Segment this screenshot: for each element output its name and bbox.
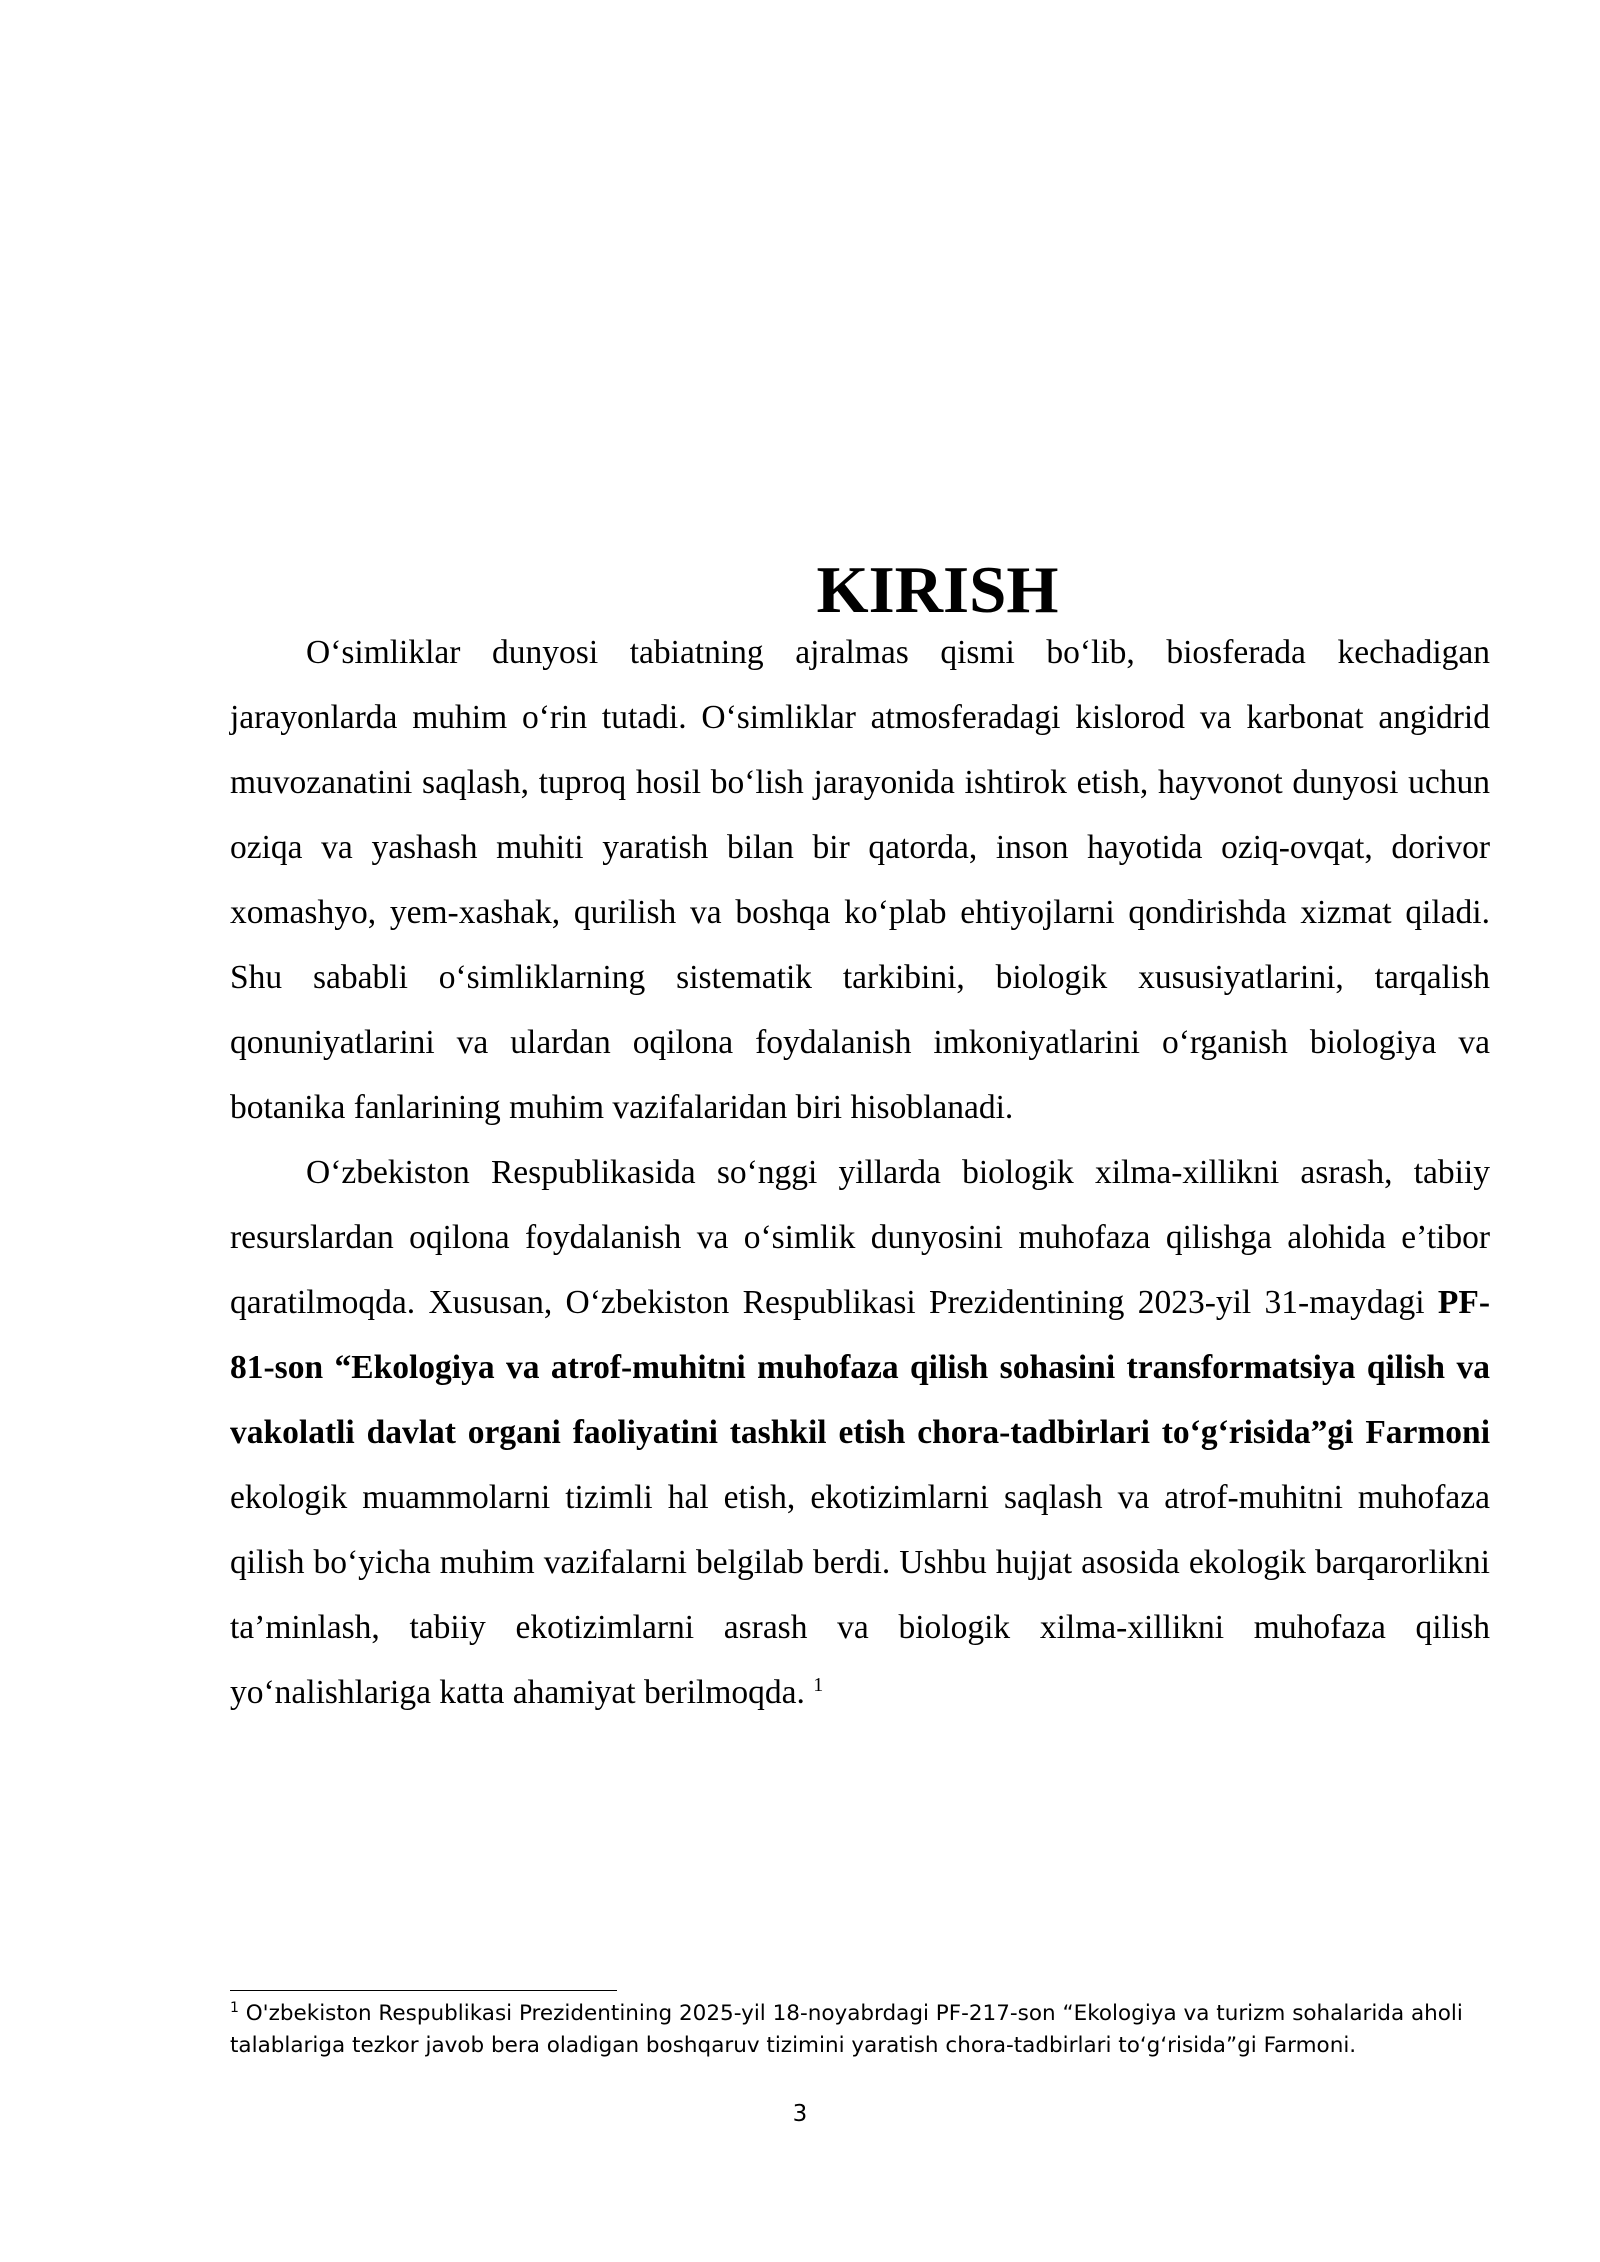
- footnote: [230, 1998, 1492, 2062]
- page-number: 3: [792, 2101, 808, 2127]
- main-content: [230, 553, 1490, 1725]
- footnote-separator: [230, 1990, 617, 1991]
- footnote-text: O'zbekiston Respublikasi Prezidentining 2025-yil 18-noyabrdagi PF-217-son “Ekologiya va turizm sohalarida aholi talablariga tezkor javob bera oladigan boshqaruv tizimini yaratish chora-tadbirlari to‘g‘risida”gi Farmoni.: [230, 2001, 1463, 2058]
- footnote-reference[interactable]: 1: [813, 1673, 824, 1696]
- paragraph-intro-text: O‘simliklar dunyosi tabiatning ajralmas qismi bo‘lib, biosferada kechadigan jarayonlarda muhim o‘rin tutadi. O‘simliklar atmosferadagi kislorod va karbonat angidrid muvozanatini saqlash, tuproq hosil bo‘lish jarayonida ishtirok etish, hayvonot dunyosi uchun oziqa va yashash muhiti yaratish bilan bir qatorda, inson hayotida oziq-ovqat, dorivor xomashyo, yem-xashak, qurilish va boshqa ko‘plab ehtiyojlarni qondirishda xizmat qiladi. Shu sababli o‘simliklarning sistematik tarkibini, biologik xususiyatlarini, tarqalish qonuniyatlarini va ulardan oqilona foydalanish imkoniyatlarini o‘rganish biologiya va botanika fanlarining muhim vazifalaridan biri hisoblanadi.: [230, 634, 1490, 1126]
- paragraph-decree-text-before: O‘zbekiston Respublikasida so‘nggi yillarda biologik xilma-xillikni asrash, tabiiy resurslardan oqilona foydalanish va o‘simlik dunyosini muhofaza qilishga alohida e’tibor qaratilmoqda. Xususan, O‘zbekiston Respublikasi Prezidentining 2023-yil 31-maydagi: [230, 1154, 1490, 1321]
- paragraph-decree-text-after: ekologik muammolarni tizimli hal etish, ekotizimlarni saqlash va atrof-muhitni muhofaza qilish bo‘yicha muhim vazifalarni belgilab berdi. Ushbu hujjat asosida ekologik barqarorlikni ta’minlash, tabiiy ekotizimlarni asrash va biologik xilma-xillikni muhofaza qilish yo‘nalishlariga katta ahamiyat berilmoqda.: [230, 1479, 1490, 1711]
- paragraph-intro: [230, 620, 1490, 1140]
- paragraph-decree: [230, 1140, 1490, 1725]
- footnote-marker: 1: [230, 1999, 239, 2016]
- section-heading: KIRISH: [816, 553, 1059, 627]
- decree-title-bold: PF-81-son “Ekologiya va atrof-muhitni muhofaza qilish sohasini transformatsiya qilish va vakolatli davlat organi faoliyatini tashkil etish chora-tadbirlari to‘g‘risida”gi Farmoni: [230, 1284, 1490, 1451]
